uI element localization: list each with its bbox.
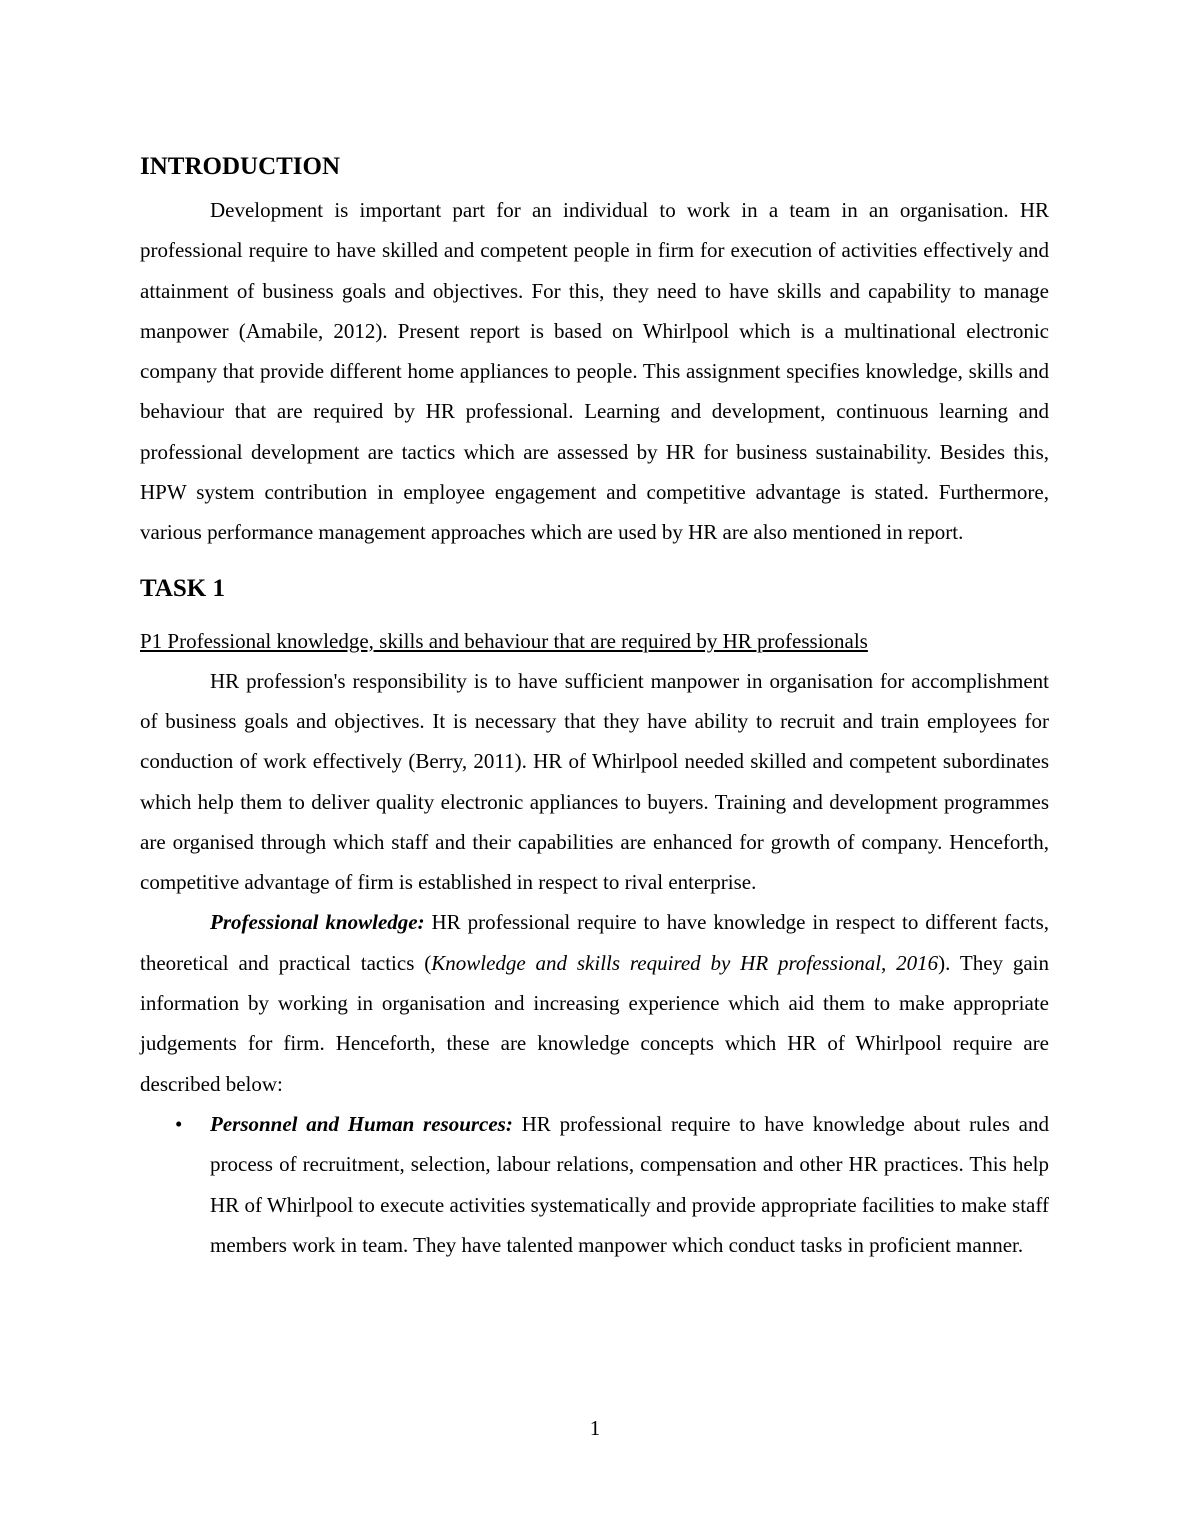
- knowledge-text-before: HR professional require to have knowledge in respect to different facts, theoretical and practical tactics (: [140, 910, 1050, 975]
- task1-heading: TASK 1: [140, 574, 225, 602]
- bullet-text: HR professional require to have knowledge about rules and process of recruitment, selection, labour relations, compensation and other HR practices. This help HR of Whirlpool to execute activities systematically and provide appropriate facilities to make staff members work in team. They have talented manpower which conduct tasks in proficient manner.: [210, 1111, 1049, 1257]
- page-number: 1: [589, 1416, 601, 1440]
- knowledge-bullet-list: [140, 1104, 1049, 1265]
- introduction-paragraph: Development is important part for an individual to work in a team in an organisation. HR professional require to have skilled and competent people in firm for execution of activities effectively and attainment of business goals and objectives. For this, they need to have skills and capability to manage manpower (Amabile, 2012). Present report is based on Whirlpool which is a multinational electronic company that provide different home appliances to people. This assignment specifies knowledge, skills and behaviour that are required by HR professional. Learning and development, continuous learning and professional development are tactics which are assessed by HR for business sustainability. Besides this, HPW system contribution in employee engagement and competitive advantage is stated. Furthermore, various performance management approaches which are used by HR are also mentioned in report.: [140, 198, 1049, 545]
- knowledge-text-after: ). They gain information by working in organisation and increasing experience which aid them to make appropriate judgements for firm. Henceforth, these are knowledge concepts which HR of Whirlpool require are described below:: [140, 950, 1050, 1096]
- introduction-heading: INTRODUCTION: [140, 153, 341, 180]
- bullet-label: Personnel and Human resources:: [210, 1111, 513, 1136]
- p1-subheading: P1 Professional knowledge, skills and behaviour that are required by HR professionals: [140, 628, 868, 653]
- professional-knowledge-label: Professional knowledge:: [210, 910, 425, 935]
- document-page: [140, 150, 1049, 1265]
- professional-knowledge-paragraph: [140, 902, 1049, 1103]
- knowledge-citation: Knowledge and skills required by HR professional, 2016: [431, 950, 939, 975]
- task1-paragraph: HR profession's responsibility is to have sufficient manpower in organisation for accomplishment of business goals and objectives. It is necessary that they have ability to recruit and train employees for conduction of work effectively (Berry, 2011). HR of Whirlpool needed skilled and competent subordinates which help them to deliver quality electronic appliances to buyers. Training and development programmes are organised through which staff and their capabilities are enhanced for growth of company. Henceforth, competitive advantage of firm is established in respect to rival enterprise.: [140, 668, 1049, 895]
- bullet-item-personnel-hr: [140, 1104, 1049, 1265]
- bullet-icon: •: [175, 1111, 183, 1136]
